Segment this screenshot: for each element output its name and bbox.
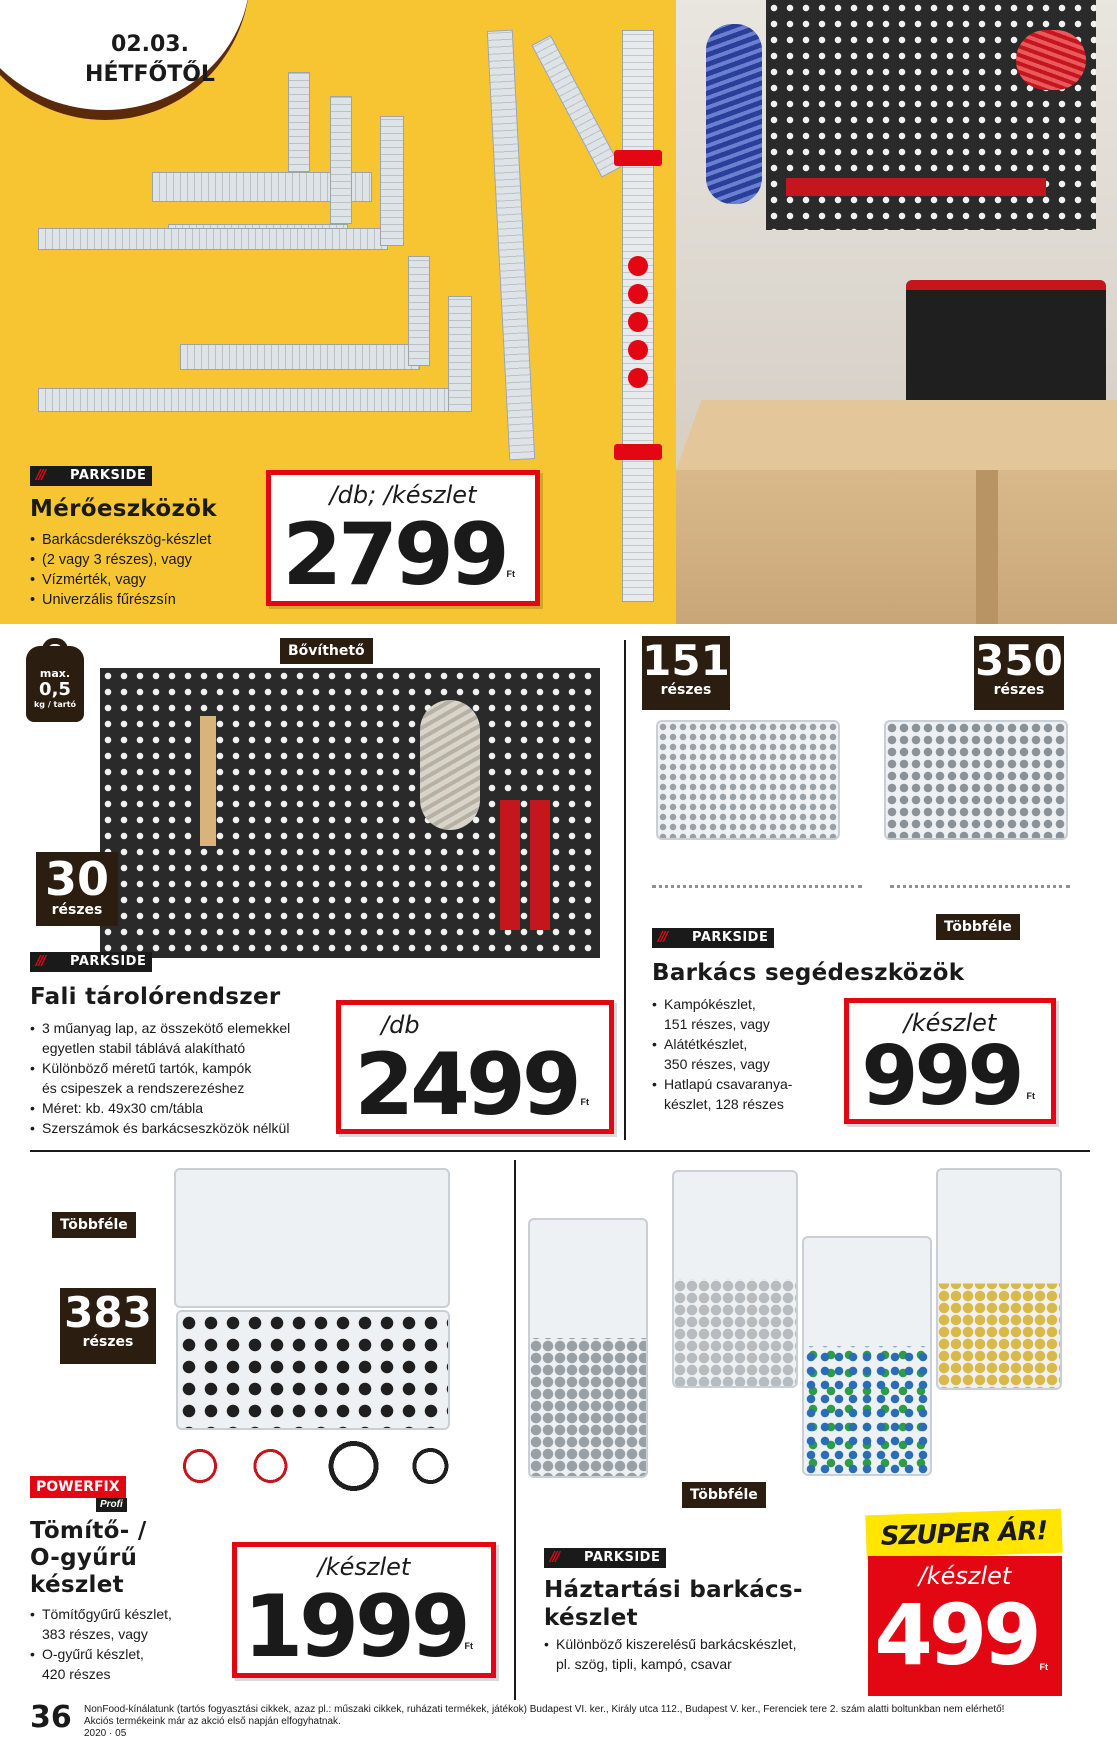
date-badge (70, 30, 230, 90)
square-ruler-image (38, 388, 458, 412)
product-title (30, 1518, 147, 1599)
bullet-item: • Méret: kb. 49x30 cm/tábla (30, 1098, 340, 1118)
workbench-front (676, 470, 1117, 624)
pushpin-box-image (802, 1236, 932, 1476)
bullet-item: • Tömítőgyűrű készlet, (30, 1604, 230, 1624)
hooks-image (652, 852, 862, 888)
rope-coil-image (420, 700, 480, 830)
variants-tag: Többféle (52, 1212, 136, 1238)
product-title: Barkács segédeszközök (652, 960, 965, 986)
bullet-item: pl. szög, tipli, kampó, csavar (556, 1656, 732, 1672)
variants-tag: Többféle (682, 1482, 766, 1508)
bullet-item: 350 részes, vagy (664, 1056, 770, 1072)
brand-logo-parkside: /// PARKSIDE (30, 466, 152, 486)
bullet-item: • Barkácsderékszög-készlet (30, 530, 260, 550)
price-currency: Ft (580, 1097, 589, 1107)
price-value: 2799 (282, 505, 506, 605)
brand-logo-parkside: /// PARKSIDE (652, 928, 774, 948)
footer-line: Akciós termékeink már az akció első napján elfogyhatnak. (84, 1716, 341, 1727)
product-bullets (30, 1018, 340, 1138)
product-bullets (544, 1634, 864, 1674)
workbench-top (676, 400, 1117, 470)
price-currency: Ft (1039, 1662, 1048, 1672)
pieces-label: részes (51, 902, 103, 918)
product-title: Fali tárolórendszer (30, 984, 281, 1010)
square-ruler-image (408, 256, 430, 366)
bullet-item: • Különböző méretű tartók, kampók (30, 1058, 340, 1078)
price-unit: /készlet (317, 1553, 411, 1581)
bullet-item: egyetlen stabil táblává alakítható (42, 1040, 246, 1056)
pieces-label: részes (993, 682, 1045, 698)
hook-box-image (936, 1168, 1062, 1390)
max-value: 0,5 (39, 679, 71, 700)
toolbox-image (906, 280, 1106, 410)
washers-image (890, 852, 1070, 888)
section-divider (624, 640, 626, 1140)
bullet-item: • Szerszámok és barkácseszközök nélkül (30, 1118, 340, 1138)
product-bullets (652, 994, 852, 1114)
title-line: készlet (544, 1605, 638, 1631)
price-box (844, 998, 1056, 1124)
hook-set-box-image (656, 720, 840, 840)
section-divider (514, 1160, 516, 1700)
brand-logo-parkside: /// PARKSIDE (30, 952, 152, 972)
max-label: max. (39, 667, 71, 680)
price-unit: /db; /készlet (329, 481, 477, 509)
bullet-item: • Különböző kiszerelésű barkácskészlet, (544, 1634, 864, 1654)
bullet-item: • (2 vagy 3 részes), vagy (30, 550, 260, 570)
title-line: Tömítő- / (30, 1518, 147, 1544)
screwdriver-rack (786, 178, 1046, 196)
max-load-badge (26, 646, 84, 722)
brand-logo-powerfix: POWERFIX (30, 1476, 126, 1498)
bullet-item: 383 részes, vagy (42, 1626, 148, 1642)
title-line: készlet (30, 1572, 124, 1598)
price-value: 2499 (354, 1035, 578, 1135)
saw-rail-image (531, 35, 621, 178)
pieces-count: 383 (64, 1288, 152, 1337)
spirit-level-image (622, 30, 654, 602)
pieces-count: 350 (975, 636, 1063, 685)
bullet-item: • 3 műanyag lap, az összekötő elemekkel (30, 1018, 340, 1038)
spirit-level-end (614, 150, 662, 166)
price-box (266, 470, 540, 606)
title-line: O-gyűrű (30, 1545, 138, 1571)
o-rings-image (168, 1438, 488, 1494)
bullet-item: • Alátétkészlet, (652, 1034, 852, 1054)
price-unit: /db (381, 1011, 420, 1039)
bullet-item: • Univerzális fűrészsín (30, 590, 260, 610)
footer-disclaimer (84, 1704, 1094, 1740)
price-box (336, 1000, 614, 1134)
expandable-tag: Bővíthető (280, 638, 373, 664)
square-ruler-image (38, 228, 388, 250)
rope-image (706, 24, 762, 204)
price-box-red (868, 1556, 1062, 1696)
pieces-badge-151 (642, 636, 730, 710)
variants-tag: Többféle (936, 914, 1020, 940)
price-unit: /készlet (918, 1562, 1012, 1590)
pieces-label: részes (660, 682, 712, 698)
price-value: 499 (874, 1586, 1038, 1684)
bullet-item: • Vízmérték, vagy (30, 570, 260, 590)
title-line: Háztartási barkács- (544, 1577, 803, 1603)
price-value: 999 (861, 1029, 1021, 1124)
pieces-label: részes (82, 1334, 134, 1350)
pieces-badge (60, 1288, 156, 1364)
price-currency: Ft (506, 569, 515, 579)
seal-kit-box-image (174, 1168, 450, 1308)
bullet-item: 151 részes, vagy (664, 1016, 770, 1032)
bullet-item: 420 részes (42, 1666, 111, 1682)
pieces-badge-350 (974, 636, 1064, 710)
spirit-level-vial (628, 256, 648, 276)
brand-sub-profi: Profi (96, 1498, 127, 1512)
pliers-image (500, 800, 550, 930)
saw-rail-image (487, 30, 535, 461)
weight-handle (42, 638, 68, 656)
section-divider (30, 1150, 1090, 1152)
square-ruler-image (330, 96, 352, 224)
super-price-label: SZUPER ÁR! (865, 1509, 1062, 1560)
price-value: 1999 (243, 1577, 467, 1677)
product-title (544, 1576, 803, 1632)
footer-line: 2020 · 05 (84, 1728, 127, 1739)
bullet-item: • Kampókészlet, (652, 994, 852, 1014)
workbench-leg (976, 470, 998, 624)
pieces-count: 151 (642, 636, 730, 685)
pieces-count: 30 (44, 852, 109, 906)
workshop-photo (676, 0, 1117, 624)
footer-line: NonFood-kínálatunk (tartós fogyasztási cikkek, azaz pl.: műszaki cikkek, ruházati termékek, játékok) Budapest VI. ker., Király utca 112., Budapest V. ker., Ferenciek tere 2. szám alatti boltunkban nem elérhető! (84, 1704, 1005, 1715)
square-ruler-image (180, 344, 420, 370)
product-title: Mérőeszközök (30, 496, 217, 522)
washer-set-box-image (884, 720, 1068, 840)
square-ruler-image (448, 296, 472, 412)
price-currency: Ft (464, 1641, 473, 1651)
date-line: 02.03. (111, 32, 189, 57)
bullet-item: készlet, 128 részes (664, 1096, 784, 1112)
square-ruler-image (288, 72, 310, 172)
red-rope-image (1016, 30, 1086, 90)
product-bullets (30, 530, 260, 610)
square-ruler-image (380, 116, 404, 246)
bullet-item: • Hatlapú csavaranya- (652, 1074, 852, 1094)
anchor-box-image (528, 1218, 648, 1478)
page-number: 36 (30, 1700, 72, 1735)
pieces-badge (36, 852, 118, 926)
bullet-item: és csipeszek a rendszerezéshez (42, 1080, 245, 1096)
spirit-level-end (614, 444, 662, 460)
product-bullets (30, 1604, 230, 1684)
brush-image (200, 716, 216, 846)
seal-kit-tray-image (176, 1310, 450, 1430)
brand-logo-parkside: /// PARKSIDE (544, 1548, 666, 1568)
date-weekday: HÉTFŐTŐL (85, 62, 215, 87)
max-unit: kg / tartó (33, 700, 77, 709)
price-unit: /készlet (903, 1009, 997, 1037)
bullet-item: • O-gyűrű készlet, (30, 1644, 230, 1664)
keyring-box-image (672, 1170, 798, 1388)
price-box (232, 1542, 496, 1678)
price-currency: Ft (1026, 1091, 1035, 1101)
